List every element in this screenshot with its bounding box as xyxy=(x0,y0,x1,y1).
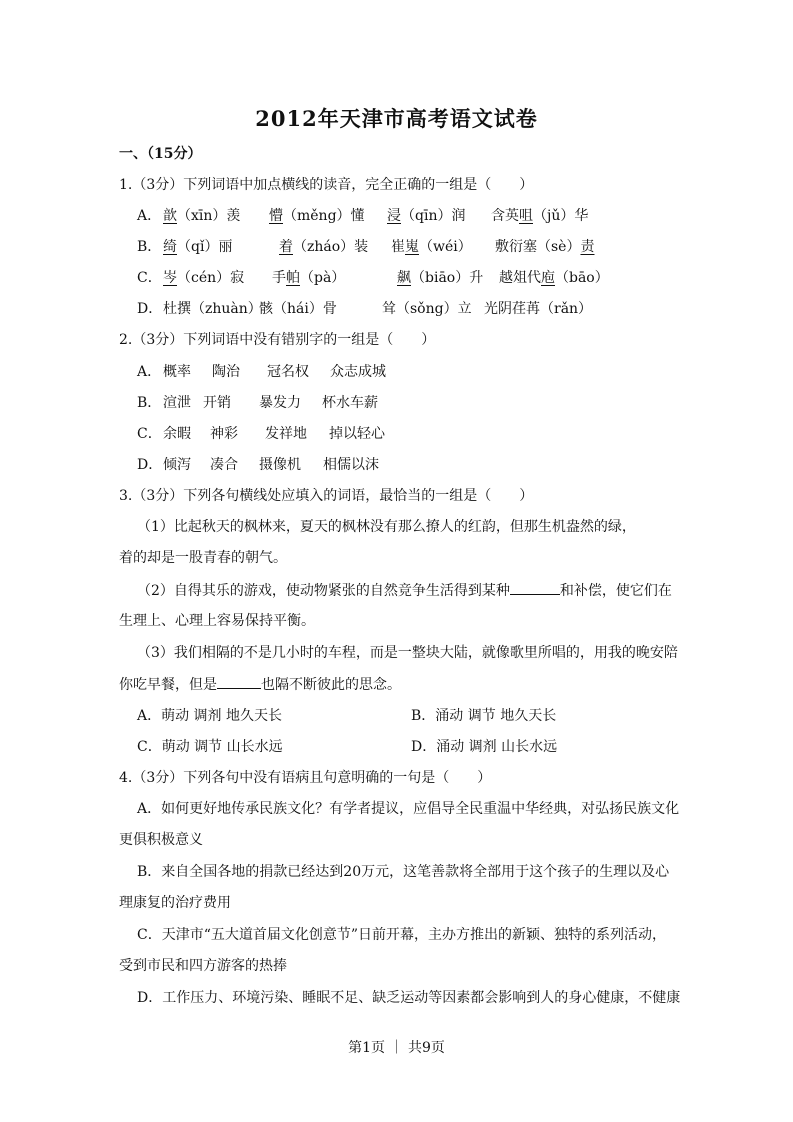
q4-option-c: C．天津市“五大道首届文化创意节”日前开幕，主办方推出的新颖、独特的系列活动， xyxy=(137,927,667,943)
q2-word: 摄像机 xyxy=(259,457,301,473)
q2-stem: 2.（3分）下列词语中没有错别字的一组是（ ） xyxy=(119,332,436,348)
q1a-word4: 含英咀（jǔ）华 xyxy=(491,208,589,224)
q1c-word4: 越俎代庖（bāo） xyxy=(499,270,609,286)
q3-option-b: B．涌动 调节 地久天长 xyxy=(411,708,557,724)
q3-stem: 3.（3分）下列各句横线处应填入的词语，最恰当的一组是（ ） xyxy=(119,488,534,504)
q4-option-d: D．工作压力、环境污染、睡眠不足、缺乏运动等因素都会影响到人的身心健康，不健康 xyxy=(137,990,681,1006)
q1d-word4: 光阴荏苒（rǎn） xyxy=(484,301,593,317)
option-label: C． xyxy=(137,270,162,286)
q3-option-d: D．涌动 调剂 山长水远 xyxy=(411,739,558,755)
q2-word: 众志成城 xyxy=(330,364,386,380)
q2-word: 冠名权 xyxy=(267,364,309,380)
q4-stem: 4.（3分）下列各句中没有语病且句意明确的一句是（ ） xyxy=(119,770,492,786)
q1c-word2: 手帕（pà） xyxy=(272,270,346,286)
q4-option-c-cont: 受到市民和四方游客的热捧 xyxy=(119,958,287,974)
q2-word: 概率 xyxy=(163,364,191,380)
q2-word: 倾泻 xyxy=(163,457,191,473)
q3-sentence2: （2）自得其乐的游戏，使动物紧张的自然竞争生活得到某种 和补偿，使它们在 xyxy=(137,580,672,601)
q3-option-a: A．萌动 调剂 地久天长 xyxy=(137,708,283,724)
q1b-word2: 着（zháo）装 xyxy=(279,239,369,255)
option-label: A． xyxy=(137,364,162,380)
q1a-word1: 歆（xīn）羡 xyxy=(163,208,241,224)
q4-option-b: B．来自全国各地的捐款已经达到20万元，这笔善款将全部用于这个孩子的生理以及心 xyxy=(137,864,670,880)
q4-option-a: A．如何更好地传承民族文化？有学者提议，应倡导全民重温中华经典，对弘扬民族文化 xyxy=(137,801,680,817)
q1-stem: 1.（3分）下列词语中加点横线的读音，完全正确的一组是（ ） xyxy=(119,177,534,193)
page-title: 2012年天津市高考语文试卷 xyxy=(255,106,538,131)
q2-word: 掉以轻心 xyxy=(329,426,385,442)
q2-word: 凑合 xyxy=(210,457,238,473)
q2-word: 相儒以沫 xyxy=(323,457,379,473)
q1a-word3: 浸（qīn）润 xyxy=(387,208,466,224)
option-label: D． xyxy=(137,301,163,317)
q3-sentence1: （1）比起秋天的枫林来，夏天的枫林没有那么撩人的红韵，但那生机盎然的绿， xyxy=(137,519,636,535)
option-label: B． xyxy=(137,395,162,411)
q1d-word2: 骸（hái）骨 xyxy=(259,301,337,317)
answer-blank xyxy=(510,580,560,595)
q3-sentence2-cont: 生理上、心理上容易保持平衡。 xyxy=(119,613,315,629)
q4-option-b-cont: 理康复的治疗费用 xyxy=(119,895,231,911)
q1d-word3: 耸（sǒng）立 xyxy=(382,301,472,317)
q1b-word3: 崔嵬（wéi） xyxy=(391,239,472,255)
q3-sentence3-cont: 你吃早餐，但是 也隔不断彼此的思念。 xyxy=(119,674,401,695)
q1b-word4: 敷衍塞（sè）责 xyxy=(495,239,595,255)
option-label: B． xyxy=(137,239,162,255)
q2-word: 杯水车薪 xyxy=(322,395,378,411)
q2-word: 神彩 xyxy=(210,426,238,442)
answer-blank xyxy=(217,674,261,689)
q4-option-a-cont: 更俱积极意义 xyxy=(119,832,203,848)
q2-word: 陶治 xyxy=(212,364,240,380)
section-heading: 一、（15分） xyxy=(119,146,202,162)
q3-option-c: C．萌动 调节 山长水远 xyxy=(137,739,283,755)
q2-word: 渲泄 xyxy=(163,395,191,411)
q2-word: 余暇 xyxy=(163,426,191,442)
q2-word: 暴发力 xyxy=(259,395,301,411)
q3-sentence1-cont: 着的却是一股青春的朝气。 xyxy=(119,550,287,566)
page-footer: 第1页 ｜ 共9页 xyxy=(348,1040,445,1056)
option-label: D． xyxy=(137,457,163,473)
q1c-word1: 岑（cén）寂 xyxy=(163,270,245,286)
q1a-word2: 懵（měng）懂 xyxy=(269,208,365,224)
q3-sentence3: （3）我们相隔的不是几小时的车程，而是一整块大陆，就像歌里所唱的，用我的晚安陪 xyxy=(137,645,678,661)
option-label: C． xyxy=(137,426,162,442)
q2-word: 开销 xyxy=(203,395,231,411)
q1c-word3: 飙（biāo）升 xyxy=(397,270,484,286)
q2-word: 发祥地 xyxy=(265,426,307,442)
q1b-word1: 绮（qǐ）丽 xyxy=(163,239,233,255)
q1d-word1: 杜撰（zhuàn） xyxy=(163,301,262,317)
option-label: A． xyxy=(137,208,162,224)
